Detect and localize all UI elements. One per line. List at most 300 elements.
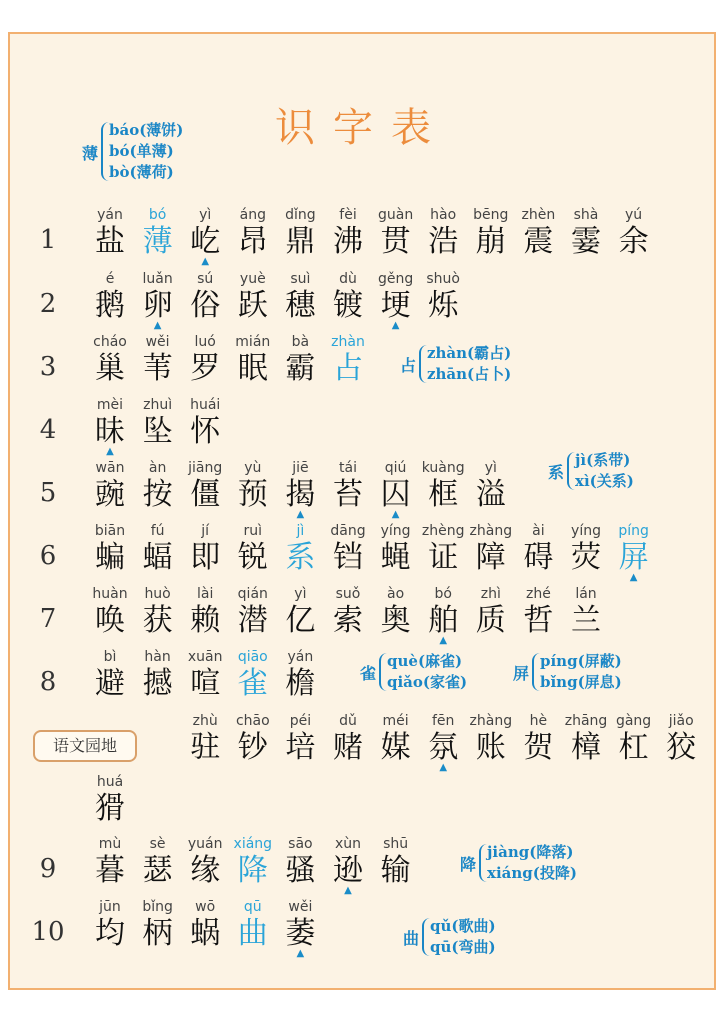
hanzi: 杠 xyxy=(618,730,649,765)
pinyin: yì xyxy=(484,460,497,476)
hanzi: 障 xyxy=(475,540,506,575)
hanzi: 鼎 xyxy=(285,224,316,259)
pinyin: qiāo xyxy=(237,649,268,665)
char-cell xyxy=(181,712,229,766)
pinyin: yíng xyxy=(380,523,411,539)
char-cell xyxy=(276,333,324,387)
note-char: 雀 xyxy=(360,664,377,683)
pinyin: jí xyxy=(201,523,210,539)
char-cell xyxy=(229,712,277,766)
char-cell xyxy=(181,459,229,513)
pinyin: zhàng xyxy=(469,713,513,729)
pinyin: yíng xyxy=(571,523,601,539)
hanzi: 浩 xyxy=(428,224,459,259)
hanzi: 舶 xyxy=(428,603,459,638)
hanzi: 余 xyxy=(618,224,649,259)
note-char: 薄 xyxy=(82,143,99,163)
pinyin: huò xyxy=(144,586,171,602)
hanzi: 僵 xyxy=(190,477,221,512)
pinyin: jiāng xyxy=(188,460,223,476)
pinyin: hè xyxy=(529,713,548,729)
hanzi: 框 xyxy=(428,477,459,512)
pinyin: sāo xyxy=(288,836,313,852)
char-cell xyxy=(324,712,372,766)
char-cell xyxy=(229,522,277,576)
hanzi: 镀 xyxy=(333,288,363,323)
triangle-marker-icon: ▲ xyxy=(629,572,638,583)
brace-icon xyxy=(419,345,427,383)
row-number: 10 xyxy=(31,917,65,947)
pinyin: lài xyxy=(197,586,214,602)
note-reading: qū(弯曲) xyxy=(430,938,496,956)
hanzi: 即 xyxy=(190,540,221,575)
hanzi: 卵 xyxy=(142,288,173,323)
char-cell xyxy=(324,522,372,576)
pinyin: suì xyxy=(290,271,311,287)
hanzi: 骚 xyxy=(285,853,316,888)
note-reading: bó(单薄) xyxy=(109,142,174,160)
triangle-marker-icon: ▲ xyxy=(391,509,400,520)
char-cell xyxy=(276,270,324,324)
char-cell xyxy=(86,459,134,513)
pinyin: yú xyxy=(625,207,643,223)
pinyin: fèi xyxy=(339,207,357,223)
char-cell xyxy=(419,206,467,260)
pinyin: biān xyxy=(94,523,126,539)
pinyin: yì xyxy=(199,207,212,223)
char-cell xyxy=(86,206,134,260)
pinyin: áng xyxy=(239,207,266,223)
hanzi: 檐 xyxy=(285,666,316,701)
pinyin: bà xyxy=(291,334,310,350)
hanzi: 暮 xyxy=(95,853,125,888)
char-cell xyxy=(181,898,229,952)
pinyin: zhèng xyxy=(421,523,465,539)
hanzi: 质 xyxy=(475,603,506,638)
hanzi: 贯 xyxy=(380,224,411,259)
hanzi: 氛 xyxy=(428,730,459,765)
hanzi: 碍 xyxy=(523,540,554,575)
hanzi: 证 xyxy=(428,540,459,575)
char-cell xyxy=(86,585,134,639)
triangle-marker-icon: ▲ xyxy=(153,320,162,331)
hanzi: 索 xyxy=(333,603,363,638)
pinyin: cháo xyxy=(93,334,127,350)
pinyin: qiú xyxy=(384,460,407,476)
note-reading: jiàng(降落) xyxy=(487,843,574,861)
note-reading: qǔ(歌曲) xyxy=(430,917,496,935)
hanzi: 怀 xyxy=(190,414,221,449)
hanzi: 账 xyxy=(475,730,506,765)
row-number: 4 xyxy=(39,415,57,445)
triangle-marker-icon: ▲ xyxy=(391,320,400,331)
char-cell xyxy=(514,206,562,260)
char-cell xyxy=(229,835,277,889)
hanzi: 豌 xyxy=(95,477,125,512)
char-cell xyxy=(181,585,229,639)
triangle-marker-icon: ▲ xyxy=(296,948,305,959)
pinyin: sè xyxy=(149,836,166,852)
triangle-marker-icon: ▲ xyxy=(439,635,448,646)
char-cell xyxy=(372,206,420,260)
char-cell xyxy=(467,459,515,513)
hanzi: 避 xyxy=(95,666,125,701)
char-cell xyxy=(419,522,467,576)
char-cell xyxy=(181,396,229,450)
pinyin: fēn xyxy=(431,713,455,729)
brace-icon xyxy=(479,844,487,882)
char-cell xyxy=(181,522,229,576)
hanzi: 铛 xyxy=(333,540,363,575)
brace-icon xyxy=(101,122,109,181)
note-reading: zhān(占卜) xyxy=(427,365,512,383)
char-cell xyxy=(514,522,562,576)
char-cell xyxy=(514,712,562,766)
char-cell xyxy=(276,712,324,766)
pinyin: wō xyxy=(195,899,216,915)
section-label: 语文园地 xyxy=(33,730,137,762)
char-cell xyxy=(467,585,515,639)
char-cell xyxy=(86,522,134,576)
char-cell xyxy=(134,585,182,639)
pinyin: dǔ xyxy=(339,713,357,729)
pinyin: qián xyxy=(237,586,268,602)
hanzi: 曲 xyxy=(237,916,268,951)
hanzi: 赌 xyxy=(333,730,363,765)
hanzi: 获 xyxy=(142,603,173,638)
hanzi: 鹅 xyxy=(95,288,125,323)
note-reading: bò(薄荷) xyxy=(109,163,174,181)
pinyin: tái xyxy=(339,460,357,476)
pinyin: mián xyxy=(235,334,271,350)
pinyin: gěng xyxy=(377,271,414,287)
pinyin: zhāng xyxy=(564,713,608,729)
char-cell xyxy=(467,522,515,576)
char-cell xyxy=(276,835,324,889)
pinyin: zhuì xyxy=(143,397,173,413)
note-char: 系 xyxy=(548,463,565,482)
pinyin: yuán xyxy=(187,836,223,852)
pinyin: zhèn xyxy=(521,207,556,223)
pinyin: shà xyxy=(573,207,599,223)
char-cell xyxy=(276,648,324,702)
triangle-marker-icon: ▲ xyxy=(296,509,305,520)
note-reading: jì(系带) xyxy=(575,451,631,469)
hanzi: 屹 xyxy=(190,224,221,259)
hanzi: 奥 xyxy=(380,603,411,638)
pinyin: é xyxy=(105,271,115,287)
char-cell xyxy=(276,522,324,576)
hanzi: 输 xyxy=(380,853,411,888)
char-cell xyxy=(181,333,229,387)
pinyin: luó xyxy=(194,334,216,350)
pinyin: zhì xyxy=(480,586,501,602)
hanzi: 预 xyxy=(237,477,268,512)
hanzi: 俗 xyxy=(190,288,221,323)
char-cell xyxy=(229,648,277,702)
pinyin: jì xyxy=(296,523,305,539)
hanzi: 沸 xyxy=(333,224,363,259)
char-cell xyxy=(372,712,420,766)
pinyin: mèi xyxy=(96,397,124,413)
brace-icon xyxy=(379,653,387,691)
hanzi: 钞 xyxy=(237,730,268,765)
char-cell xyxy=(324,459,372,513)
pinyin: zhàn xyxy=(331,334,365,350)
char-cell xyxy=(134,522,182,576)
pinyin: bǐng xyxy=(142,899,173,915)
hanzi: 烁 xyxy=(428,288,459,323)
hanzi: 巢 xyxy=(95,351,125,386)
pinyin: jiǎo xyxy=(668,713,694,729)
char-cell xyxy=(134,333,182,387)
hanzi: 溢 xyxy=(475,477,506,512)
pinyin: lán xyxy=(575,586,597,602)
note-reading: píng(屏蔽) xyxy=(540,652,622,670)
row-number: 3 xyxy=(39,352,57,382)
pinyin: hào xyxy=(430,207,457,223)
pinyin: dù xyxy=(339,271,357,287)
pinyin: péi xyxy=(289,713,312,729)
hanzi: 坠 xyxy=(142,414,173,449)
pinyin: zhé xyxy=(525,586,551,602)
pinyin: ài xyxy=(532,523,545,539)
char-cell xyxy=(562,585,610,639)
hanzi: 苔 xyxy=(333,477,363,512)
hanzi: 兰 xyxy=(571,603,601,638)
note-char: 曲 xyxy=(403,929,420,948)
pinyin: guàn xyxy=(377,207,414,223)
note-char: 占 xyxy=(400,356,417,375)
pinyin: yì xyxy=(294,586,307,602)
hanzi: 喧 xyxy=(190,666,221,701)
row-number: 6 xyxy=(39,541,57,571)
hanzi: 均 xyxy=(95,916,125,951)
pinyin: gàng xyxy=(615,713,652,729)
char-cell xyxy=(134,459,182,513)
pinyin: bó xyxy=(148,207,167,223)
char-cell xyxy=(229,898,277,952)
row-number: 9 xyxy=(39,854,57,884)
pinyin: zhàng xyxy=(469,523,513,539)
char-cell xyxy=(562,712,610,766)
brace-icon xyxy=(532,653,540,691)
char-cell xyxy=(134,270,182,331)
note-reading: qiǎo(家雀) xyxy=(387,673,468,691)
char-cell xyxy=(134,396,182,450)
pinyin: mù xyxy=(98,836,122,852)
hanzi: 薄 xyxy=(142,224,173,259)
char-cell xyxy=(134,835,182,889)
char-cell xyxy=(610,712,658,766)
hanzi: 媒 xyxy=(380,730,411,765)
note-reading: què(麻雀) xyxy=(387,652,463,670)
char-cell xyxy=(276,585,324,639)
hanzi: 撼 xyxy=(142,666,173,701)
hanzi: 瑟 xyxy=(142,853,173,888)
char-cell xyxy=(562,522,610,576)
char-cell xyxy=(229,585,277,639)
note-reading: xì(关系) xyxy=(575,472,634,490)
hanzi: 潜 xyxy=(237,603,268,638)
triangle-marker-icon: ▲ xyxy=(106,446,114,457)
pinyin: yán xyxy=(287,649,314,665)
char-cell xyxy=(181,206,229,267)
hanzi: 唤 xyxy=(95,603,125,638)
pinyin: chāo xyxy=(235,713,270,729)
pinyin: huá xyxy=(96,774,124,790)
char-cell xyxy=(657,712,705,766)
row-number: 5 xyxy=(39,478,57,508)
pinyin: huàn xyxy=(92,586,128,602)
hanzi: 樟 xyxy=(571,730,601,765)
char-cell xyxy=(324,585,372,639)
char-cell xyxy=(419,270,467,324)
char-cell xyxy=(324,206,372,260)
pinyin: àn xyxy=(148,460,167,476)
hanzi: 亿 xyxy=(285,603,316,638)
char-cell xyxy=(276,459,324,520)
hanzi: 跃 xyxy=(237,288,268,323)
hanzi: 蝇 xyxy=(380,540,411,575)
char-cell xyxy=(372,270,420,331)
note-reading: xiáng(投降) xyxy=(487,864,577,882)
pinyin: kuàng xyxy=(421,460,465,476)
char-cell xyxy=(86,648,134,702)
hanzi: 蝠 xyxy=(142,540,173,575)
note-reading: zhàn(霸占) xyxy=(427,344,512,362)
hanzi: 苇 xyxy=(142,351,173,386)
hanzi: 眠 xyxy=(237,351,268,386)
char-cell xyxy=(514,585,562,639)
hanzi: 屏 xyxy=(618,540,649,575)
char-cell xyxy=(610,206,658,260)
pinyin: yuè xyxy=(239,271,266,287)
hanzi: 系 xyxy=(285,540,316,575)
pinyin: ruì xyxy=(243,523,263,539)
char-cell xyxy=(86,773,134,827)
hanzi: 穗 xyxy=(285,288,316,323)
pinyin: suǒ xyxy=(335,586,361,602)
note-char: 屏 xyxy=(513,664,530,683)
brace-icon xyxy=(567,452,575,490)
hanzi: 囚 xyxy=(380,477,411,512)
char-cell xyxy=(372,585,420,639)
char-cell xyxy=(419,712,467,773)
hanzi: 按 xyxy=(142,477,173,512)
pinyin: yán xyxy=(97,207,123,223)
char-cell xyxy=(229,333,277,387)
hanzi: 霸 xyxy=(285,351,316,386)
pinyin: bì xyxy=(103,649,117,665)
pinyin: bēng xyxy=(473,207,509,223)
hanzi: 罗 xyxy=(190,351,221,386)
hanzi: 蝙 xyxy=(95,540,125,575)
char-cell xyxy=(86,333,134,387)
char-cell xyxy=(324,835,372,896)
triangle-marker-icon: ▲ xyxy=(201,256,210,267)
hanzi: 萎 xyxy=(285,916,316,951)
brace-icon xyxy=(422,918,430,956)
hanzi: 昧 xyxy=(95,414,125,449)
char-cell xyxy=(134,206,182,260)
pinyin: shuò xyxy=(426,271,460,287)
hanzi: 贺 xyxy=(523,730,554,765)
hanzi: 震 xyxy=(523,224,554,259)
char-cell xyxy=(372,835,420,889)
char-cell xyxy=(134,898,182,952)
char-cell xyxy=(276,898,324,959)
pinyin: jūn xyxy=(99,899,121,915)
pinyin: xiáng xyxy=(233,836,273,852)
char-cell xyxy=(229,270,277,324)
hanzi: 逊 xyxy=(333,853,363,888)
char-cell xyxy=(86,835,134,889)
hanzi: 缘 xyxy=(190,853,221,888)
hanzi: 盐 xyxy=(95,224,125,259)
page-title: 识字表 xyxy=(275,105,449,151)
pinyin: xuān xyxy=(187,649,223,665)
char-cell xyxy=(562,206,610,260)
char-cell xyxy=(419,585,467,646)
hanzi: 昂 xyxy=(237,224,268,259)
pinyin: píng xyxy=(618,523,649,539)
char-cell xyxy=(467,712,515,766)
hanzi: 揭 xyxy=(285,477,316,512)
char-cell xyxy=(610,522,658,583)
char-cell xyxy=(86,898,134,952)
hanzi: 占 xyxy=(333,351,363,386)
pinyin: wān xyxy=(95,460,125,476)
row-number: 7 xyxy=(39,604,57,634)
hanzi: 霎 xyxy=(571,224,601,259)
char-cell xyxy=(372,522,420,576)
hanzi: 雀 xyxy=(237,666,268,701)
pinyin: wěi xyxy=(288,899,313,915)
pinyin: hàn xyxy=(144,649,171,665)
pinyin: zhù xyxy=(192,713,218,729)
char-cell xyxy=(229,206,277,260)
char-cell xyxy=(86,270,134,324)
char-cell xyxy=(181,648,229,702)
hanzi: 赖 xyxy=(190,603,221,638)
pinyin: sú xyxy=(197,271,214,287)
char-cell xyxy=(181,270,229,324)
pinyin: méi xyxy=(382,713,409,729)
pinyin: jiē xyxy=(292,460,309,476)
pinyin: huái xyxy=(190,397,221,413)
char-cell xyxy=(86,396,134,457)
triangle-marker-icon: ▲ xyxy=(344,885,352,896)
note-char: 降 xyxy=(460,855,477,874)
hanzi: 崩 xyxy=(475,224,506,259)
pinyin: bó xyxy=(434,586,452,602)
char-cell xyxy=(134,648,182,702)
pinyin: xùn xyxy=(334,836,362,852)
char-cell xyxy=(419,459,467,513)
hanzi: 蜗 xyxy=(190,916,221,951)
hanzi: 培 xyxy=(285,730,316,765)
hanzi: 降 xyxy=(237,853,268,888)
hanzi: 埂 xyxy=(380,288,411,323)
pinyin: qū xyxy=(243,899,262,915)
row-number: 8 xyxy=(39,667,57,697)
hanzi: 驻 xyxy=(190,730,221,765)
hanzi: 荧 xyxy=(571,540,601,575)
row-number: 2 xyxy=(39,289,57,319)
char-cell xyxy=(372,459,420,520)
char-cell xyxy=(181,835,229,889)
